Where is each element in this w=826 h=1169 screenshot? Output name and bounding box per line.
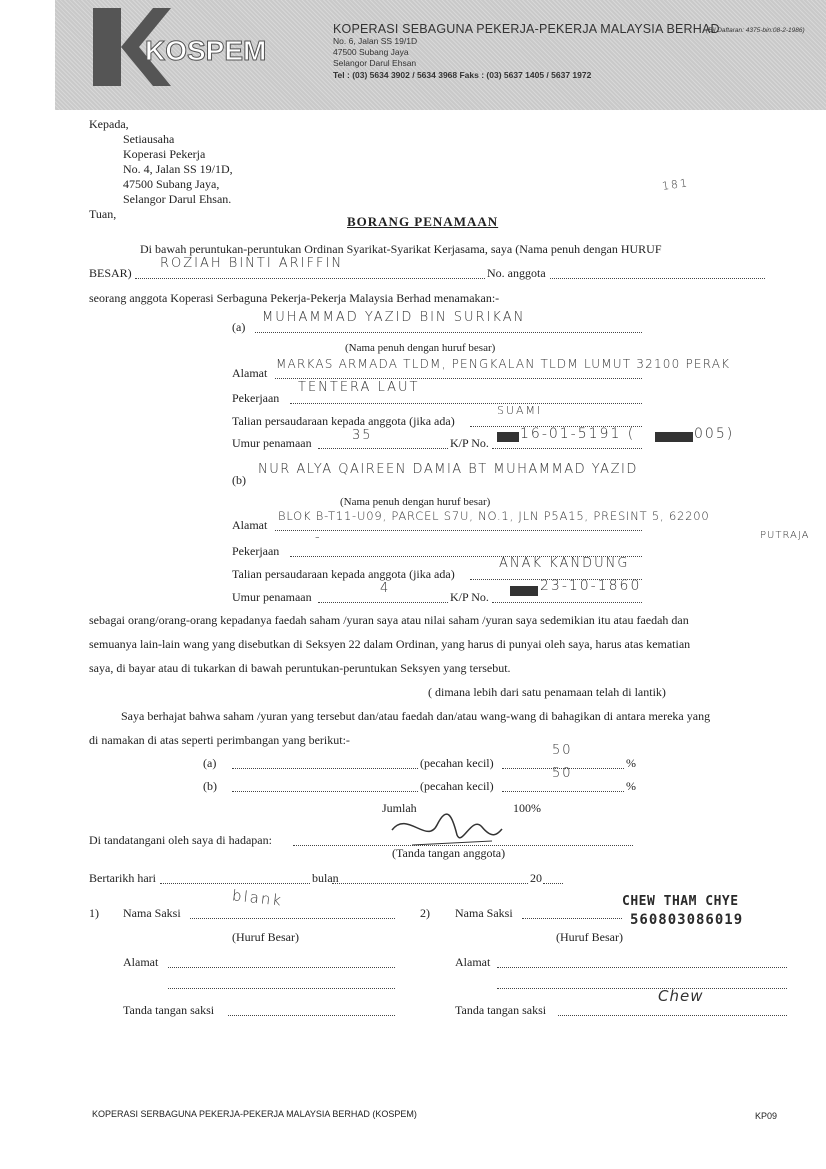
witness1-alamat-line-2	[168, 988, 395, 989]
share-a-percent: %	[626, 756, 636, 770]
org-contact: Tel : (03) 5634 3902 / 5634 3968 Faks : (03) 5637 1405 / 5637 1972	[333, 70, 592, 80]
nominee-b-name-note: (Nama penuh dengan huruf besar)	[340, 496, 491, 508]
nominee-b-kp: 23-10-1860	[540, 578, 642, 594]
multiple-note: ( dimana lebih dari satu penamaan telah di lantik)	[428, 685, 666, 699]
nominee-b-marker: (b)	[232, 473, 246, 487]
nominee-a-umur: 35	[352, 428, 373, 443]
witness2-name-label: Nama Saksi	[455, 906, 513, 920]
nominee-a-pekerjaan: TENTERA LAUT	[298, 380, 420, 395]
nominee-a-name-note: (Nama penuh dengan huruf besar)	[345, 342, 496, 354]
share-b-line	[232, 791, 418, 792]
share-a-value: 50	[552, 743, 573, 758]
nominee-a-talian-label: Talian persaudaraan kepada anggota (jika ada)	[232, 414, 455, 428]
nominee-b-kp-line	[492, 602, 642, 603]
para2-line2: di namakan di atas seperti perimbangan yang berikut:-	[89, 733, 350, 747]
bulan-label: bulan	[312, 871, 339, 885]
day-line	[160, 883, 310, 884]
witness2-signature-line	[558, 1015, 787, 1016]
share-b-marker: (b)	[203, 779, 217, 793]
witness1-huruf: (Huruf Besar)	[232, 930, 299, 944]
recipient-line-1: Setiausaha	[123, 132, 175, 146]
logo-text: KOSPEM	[145, 35, 267, 66]
share-b-value-line	[502, 791, 624, 792]
nominee-b-name: NUR ALYA QAIREEN DAMIA BT MUHAMMAD YAZID	[258, 462, 638, 477]
org-block	[333, 22, 805, 81]
recipient-line-3: No. 4, Jalan SS 19/1D,	[123, 162, 233, 176]
para1-line3: saya, di bayar atau di tukarkan di bawah peruntukan-peruntukan Seksyen yang tersebut.	[89, 661, 511, 675]
kepada: Kepada,	[89, 117, 129, 131]
registration-number: (Bil Daftaran: 4375-bin:08-2-1986)	[706, 27, 805, 34]
witness2-name-line	[522, 918, 622, 919]
intro-text: Di bawah peruntukan-peruntukan Ordinan Syarikat-Syarikat Kerjasama, saya (Nama penuh dengan HURUF	[140, 242, 662, 256]
share-b-percent: %	[626, 779, 636, 793]
witness1-name: blank	[231, 886, 284, 910]
witness2-alamat-line-1	[497, 967, 787, 968]
redaction-bar	[497, 432, 519, 442]
org-name: KOPERASI SEBAGUNA PEKERJA-PEKERJA MALAYSIA BERHAD	[333, 22, 720, 36]
witness1-tanda-label: Tanda tangan saksi	[123, 1003, 215, 1017]
witness1-alamat-line-1	[168, 967, 395, 968]
member-signature-caption: (Tanda tangan anggota)	[392, 846, 506, 860]
jumlah-value: 100%	[513, 801, 541, 815]
nominee-b-umur-label: Umur penamaan	[232, 590, 312, 604]
org-address-2: 47500 Subang Jaya	[333, 47, 409, 57]
witness2-number: 2)	[420, 906, 430, 920]
recipient-line-5: Selangor Darul Ehsan.	[123, 192, 232, 206]
no-anggota-label: No. anggota	[487, 266, 546, 280]
nominee-a-kp-tail: 005)	[694, 426, 735, 442]
nominee-b-alamat-label: Alamat	[232, 518, 268, 532]
member-name: ROZIAH BINTI ARIFFIN	[160, 256, 344, 271]
nominee-a-kp-label: K/P No.	[450, 436, 489, 450]
bertarikh-label: Bertarikh hari	[89, 871, 156, 885]
share-a-line	[232, 768, 418, 769]
recipient-line-2: Koperasi Pekerja	[123, 147, 206, 161]
nominee-a-pekerjaan-label: Pekerjaan	[232, 391, 280, 405]
year-prefix: 20	[530, 871, 542, 885]
nominee-a-kp-line	[492, 448, 642, 449]
para1-line1: sebagai orang/orang-orang kepadanya faedah saham /yuran saya atau nilai saham /yuran saya sedemikian itu atau faedah dan	[89, 613, 689, 627]
share-b-value: 50	[552, 766, 573, 781]
para1-line2: semuanya lain-lain wang yang disebutkan di Seksyen 22 dalam Ordinan, yang harus di punyai oleh saya, harus atas kematian	[89, 637, 691, 651]
witness2-tanda-label: Tanda tangan saksi	[455, 1003, 547, 1017]
nominee-a-marker: (a)	[232, 320, 246, 334]
nominee-b-pekerjaan-label: Pekerjaan	[232, 544, 280, 558]
witness2-alamat-label: Alamat	[455, 955, 491, 969]
nominee-b-alamat-line	[275, 530, 642, 531]
nominee-b-pekerjaan: -	[315, 530, 322, 545]
footer-code: KP09	[755, 1111, 778, 1121]
share-a-marker: (a)	[203, 756, 217, 770]
margin-note: 181	[661, 176, 690, 193]
no-anggota-line	[550, 278, 765, 279]
statement: seorang anggota Koperasi Serbaguna Pekerja-Pekerja Malaysia Berhad menamakan:-	[89, 291, 500, 305]
nominee-b-talian: ANAK KANDUNG	[499, 556, 630, 571]
nominee-a-umur-line	[318, 448, 448, 449]
witness1-alamat-label: Alamat	[123, 955, 159, 969]
nominee-a-pekerjaan-line	[290, 403, 642, 404]
form-title: BORANG PENAMAAN	[347, 214, 499, 229]
witness2-stamp-id: 560803086019	[630, 912, 744, 928]
besar-label: BESAR)	[89, 266, 132, 280]
signed-before-label: Di tandatangani oleh saya di hadapan:	[89, 833, 272, 847]
share-a-pecahan: (pecahan kecil)	[420, 756, 494, 770]
nominee-a-alamat: MARKAS ARMADA TLDM, PENGKALAN TLDM LUMUT 32100 PERAK	[276, 357, 731, 371]
witness2-alamat-line-2	[497, 988, 787, 989]
org-address-3: Selangor Darul Ehsan	[333, 58, 417, 68]
para2-line1: Saya berhajat bahwa saham /yuran yang tersebut dan/atau faedah dan/atau wang-wang di bahagikan di antara mereka yang	[121, 709, 711, 723]
org-address-1: No. 6, Jalan SS 19/1D	[333, 36, 418, 46]
nominee-b-umur-line	[318, 602, 448, 603]
year-line	[543, 883, 563, 884]
redaction-bar	[655, 432, 693, 442]
nominee-b-alamat-2: PUTRAJA	[760, 530, 810, 541]
member-name-line	[135, 278, 485, 279]
nominee-a-talian: SUAMI	[497, 404, 543, 417]
footer-org: KOPERASI SERBAGUNA PEKERJA-PEKERJA MALAYSIA BERHAD (KOSPEM)	[92, 1109, 417, 1119]
nominee-a-umur-label: Umur penamaan	[232, 436, 312, 450]
witness2-huruf: (Huruf Besar)	[556, 930, 623, 944]
witness1-number: 1)	[89, 906, 99, 920]
recipient-line-4: 47500 Subang Jaya,	[123, 177, 220, 191]
kospem-logo	[93, 8, 267, 86]
nominee-a-kp: 16-01-5191 (	[520, 426, 636, 442]
witness1-signature-line	[228, 1015, 395, 1016]
nominee-b-talian-label: Talian persaudaraan kepada anggota (jika ada)	[232, 567, 455, 581]
salutation: Tuan,	[89, 207, 117, 221]
nominee-b-umur: 4	[380, 581, 391, 596]
nominee-b-kp-label: K/P No.	[450, 590, 489, 604]
witness1-name-label: Nama Saksi	[123, 906, 181, 920]
month-line	[332, 883, 528, 884]
nominee-a-alamat-label: Alamat	[232, 366, 268, 380]
witness2-signature: Chew	[658, 987, 704, 1005]
witness1-name-line	[190, 918, 395, 919]
redaction-bar	[510, 586, 538, 596]
nominee-b-alamat: BLOK B-T11-U09, PARCEL S7U, NO.1, JLN P5A15, PRESINT 5, 62200	[278, 509, 710, 523]
nominee-a-name-line	[255, 332, 642, 333]
share-b-pecahan: (pecahan kecil)	[420, 779, 494, 793]
nominee-a-alamat-line	[275, 378, 642, 379]
jumlah-label: Jumlah	[382, 801, 417, 815]
nominee-a-name: MUHAMMAD YAZID BIN SURIKAN	[262, 310, 526, 325]
witness2-stamp-name: CHEW THAM CHYE	[622, 894, 739, 909]
